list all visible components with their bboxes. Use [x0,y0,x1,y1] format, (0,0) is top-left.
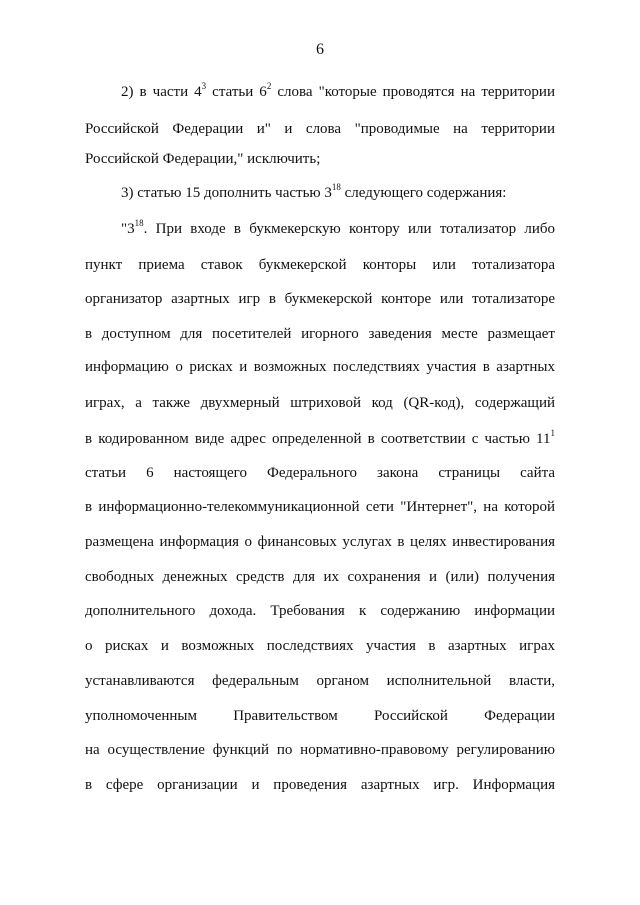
text-fragment: статьи 6 [206,84,267,100]
text-line: Российской Федерации," исключить; [85,151,321,167]
text-line: уполномоченным Правительством Российской Федерации [85,708,555,724]
text-fragment: 3) статью 15 дополнить частью 3 [121,185,332,201]
text-line: в информационно-телекоммуникационной сети "Интернет", на которой [85,499,555,515]
text-line: свободных денежных средств для их сохранения и (или) получения [85,569,555,585]
text-fragment: слова "которые проводятся на территории [271,84,555,100]
text-fragment: . При входе в букмекерскую контору или тотализатор либо [143,221,555,237]
text-line [121,183,555,203]
text-line: устанавливаются федеральным органом исполнительной власти, [85,673,555,689]
superscript: 18 [134,218,144,228]
text-line: Российской Федерации и" и слова "проводимые на территории [85,121,555,137]
text-line: в доступном для посетителей игорного заведения месте размещает [85,326,555,342]
text-line: организатор азартных игр в букмекерской конторе или тотализаторе [85,291,555,307]
text-line: о рисках и возможных последствиях участия в азартных играх [85,638,555,654]
superscript: 1 [550,428,555,438]
text-fragment: следующего содержания: [340,185,507,201]
text-line [121,82,555,102]
superscript: 2 [266,81,272,91]
text-fragment: 2) в части 4 [121,84,202,100]
text-line: в сфере организации и проведения азартных игр. Информация [85,777,555,793]
superscript: 3 [201,81,207,91]
text-line: дополнительного дохода. Требования к содержанию информации [85,603,555,619]
text-line [85,429,555,449]
text-line [121,219,555,239]
page-number: 6 [316,41,324,58]
text-fragment: в кодированном виде адрес определенной в соответствии с частью 11 [85,431,551,447]
text-line: информацию о рисках и возможных последствиях участия в азартных [85,359,555,375]
superscript: 18 [331,182,341,192]
text-line: размещена информация о финансовых услугах в целях инвестирования [85,534,555,550]
text-line: пункт приема ставок букмекерской конторы или тотализатора [85,257,555,273]
text-line: играх, а также двухмерный штриховой код (QR-код), содержащий [85,395,555,411]
text-line: статьи 6 настоящего Федерального закона страницы сайта [85,465,555,481]
text-fragment: "3 [121,221,135,237]
text-line: на осуществление функций по нормативно-правовому регулированию [85,742,555,758]
